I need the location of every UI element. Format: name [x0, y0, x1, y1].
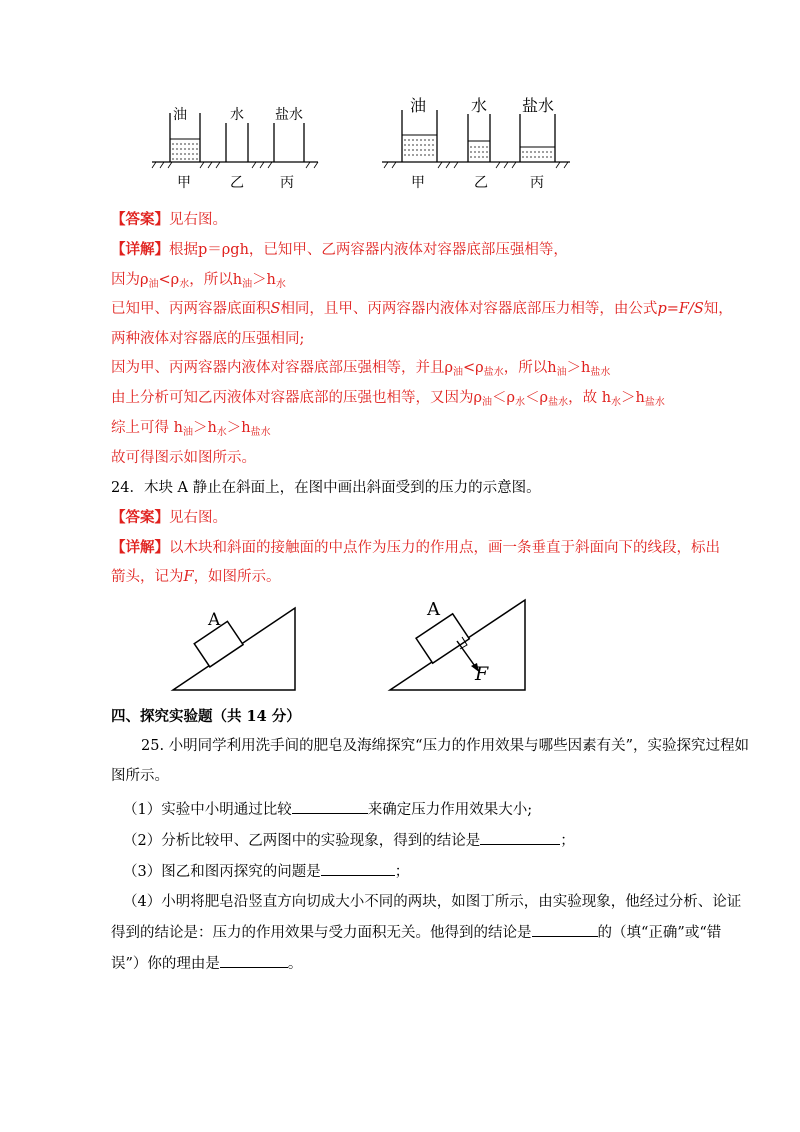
q23-detail-line-7: 综上可得 $h_油>h_水>h_{盐水}$ [111, 420, 271, 438]
answer-blank-2[interactable] [480, 830, 560, 845]
q25-sub-4-line-1: （4）小明将肥皂沿竖直方向切成大小不同的两块，如图丁所示，由实验现象，他经过分析、论证 [123, 894, 742, 910]
label-bing: 丙 [280, 175, 294, 191]
block-label-a: A [427, 599, 440, 620]
q25-sub-1: （1）实验中小明通过比较 来确定压力作用效果大小; [123, 799, 532, 820]
q25-sub-3: （3）图乙和图丙探究的问题是 ； [123, 861, 409, 882]
q24-question: 24．木块 A 静止在斜面上，在图中画出斜面受到的压力的示意图。 [111, 480, 541, 496]
label-water: 水 [230, 107, 244, 123]
section-title: 四、探究实验题（共 14 分） [111, 708, 301, 725]
q24-answer: 【答案】见右图。 [111, 509, 227, 526]
q23-detail-line-2: 因为$\rho_油<\rho_水$，所以$h_油>h_水$ [111, 272, 286, 290]
q23-detail-line-4: 两种液体对容器底的压强相同; [111, 331, 305, 347]
force-label-f: F [475, 663, 489, 685]
label-brine: 盐水 [522, 96, 555, 115]
q23-detail-line-1: 【详解】根据p＝ρgh，已知甲、乙两容器内液体对容器底部压强相等， [111, 241, 568, 258]
label-brine: 盐水 [275, 107, 303, 123]
answer-blank-1[interactable] [292, 799, 368, 814]
q25-intro-line-1: 25. 小明同学利用洗手间的肥皂及海绵探究“压力的作用效果与哪些因素有关”，实验探究过程如 [141, 738, 749, 754]
label-yi: 乙 [474, 175, 488, 191]
containers-figure-left [150, 95, 330, 195]
q23-detail-line-8: 故可得图示如图所示。 [111, 450, 256, 466]
block-label-a: A [208, 610, 221, 630]
q25-sub-4-line-3: 误”）你的理由是 。 [111, 953, 302, 974]
q23-detail-line-3: 已知甲、丙两容器底面积S相同，且甲、丙两容器内液体对容器底部压力相等，由公式p=F/S知， [111, 301, 733, 317]
q25-intro-line-2: 图所示。 [111, 768, 169, 784]
label-jia: 甲 [177, 175, 191, 191]
q23-answer: 【答案】见右图。 [111, 211, 227, 228]
q24-detail-line-2: 箭头，记为F，如图所示。 [111, 569, 281, 585]
answer-blank-3[interactable] [321, 861, 395, 876]
answer-blank-5[interactable] [220, 953, 288, 968]
label-water: 水 [471, 96, 488, 115]
label-bing: 丙 [530, 175, 544, 191]
label-yi: 乙 [230, 175, 244, 191]
label-jia: 甲 [411, 175, 425, 191]
q25-sub-4-line-2: 得到的结论是：压力的作用效果与受力面积无关。他得到的结论是 的（填“正确”或“错 [111, 922, 721, 943]
label-oil: 油 [410, 96, 427, 115]
q24-detail-line-1: 【详解】以木块和斜面的接触面的中点作为压力的作用点，画一条垂直于斜面向下的线段，标出 [111, 539, 720, 556]
q23-detail-line-6: 由上分析可知乙丙液体对容器底部的压强也相等，又因为$\rho_油<\rho_水<\rho_{盐水}$，故 $h_水>h_{盐水}$ [111, 390, 665, 408]
q23-detail-line-5: 因为甲、丙两容器内液体对容器底部压强相等，并且$\rho_油<\rho_{盐水}$，所以$h_油>h_{盐水}$ [111, 360, 611, 378]
answer-blank-4[interactable] [532, 922, 598, 937]
label-oil: 油 [173, 107, 187, 123]
incline-figure-left [165, 600, 305, 695]
q25-sub-2: （2）分析比较甲、乙两图中的实验现象，得到的结论是 ； [123, 830, 575, 851]
containers-figure-right [380, 92, 580, 194]
incline-figure-right [385, 595, 530, 695]
